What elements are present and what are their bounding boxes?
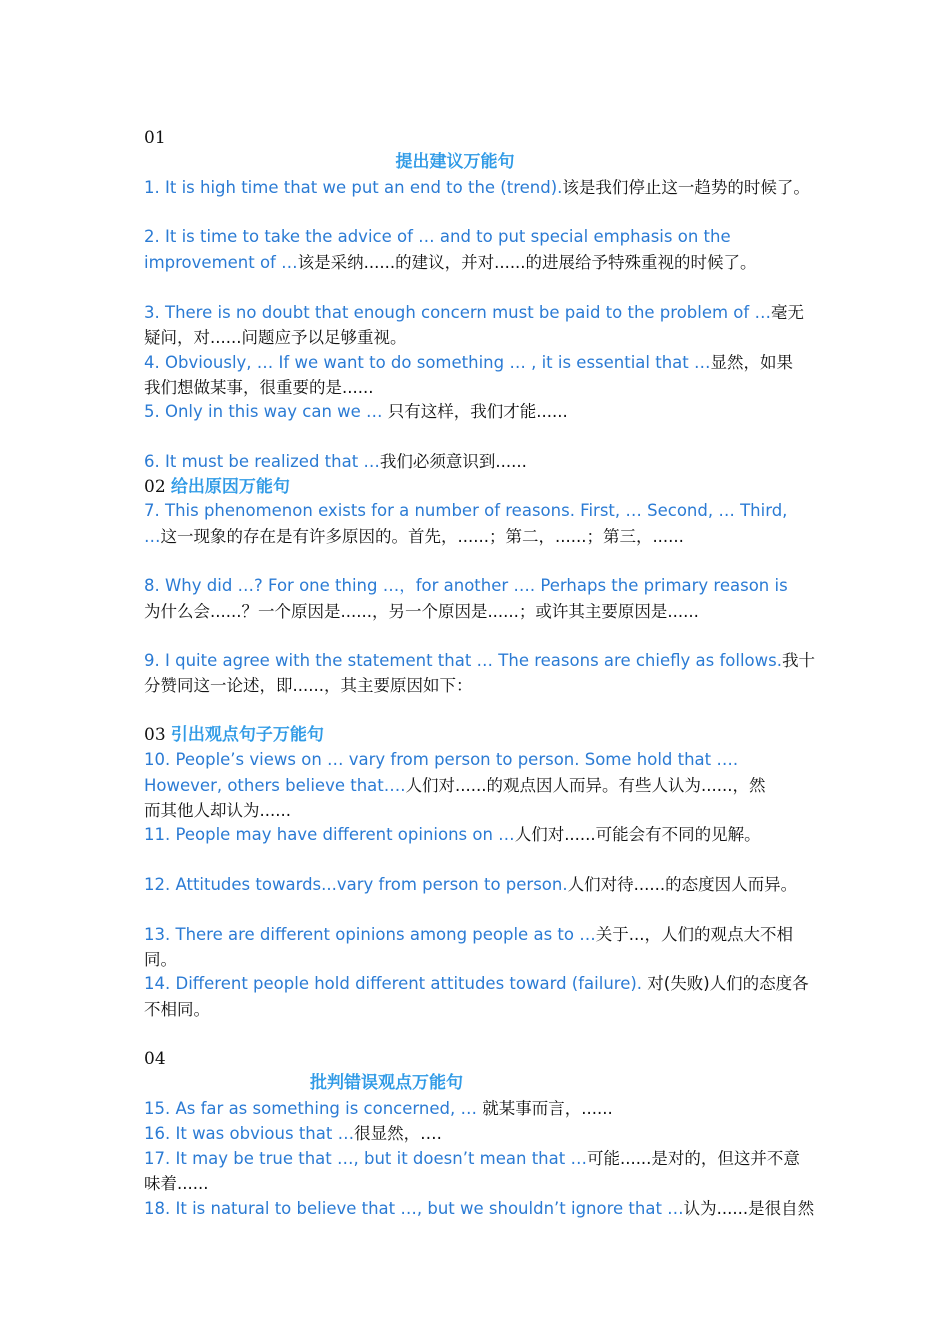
list-item-9-cont: 分赞同这一论述，即......，其主要原因如下： (144, 676, 473, 695)
list-item-4-cont: 我们想做某事，很重要的是...... (144, 378, 374, 397)
list-item-5: 5. Only in this way can we … 只有这样，我们才能...... (144, 402, 568, 421)
list-item-10-cont2: 而其他人却认为...... (144, 801, 291, 820)
list-item-6: 6. It must be realized that …我们必须意识到...... (144, 452, 527, 471)
list-item-2: 2. It is time to take the advice of … and to put special emphasis on the (144, 227, 731, 246)
section-number-02: 02 (144, 477, 166, 497)
list-item-9: 9. I quite agree with the statement that … The reasons are chiefly as follows.我十 (144, 651, 815, 670)
section-title-reasons: 给出原因万能句 (170, 477, 290, 497)
list-item-13: 13. There are different opinions among people as to …关于...，人们的观点大不相 (144, 925, 793, 944)
section-number-04: 04 (144, 1049, 166, 1069)
list-item-3: 3. There is no doubt that enough concern must be paid to the problem of …毫无 (144, 303, 804, 322)
section-number-03: 03 (144, 725, 166, 745)
list-item-17: 17. It may be true that …, but it doesn’t mean that …可能......是对的，但这并不意 (144, 1149, 800, 1168)
list-item-13-cont: 同。 (144, 950, 177, 969)
list-item-17-cont: 味着...... (144, 1174, 209, 1193)
list-item-7-cont: …这一现象的存在是有许多原因的。首先，......；第二，......；第三，...... (144, 527, 684, 546)
list-item-12: 12. Attitudes towards...vary from person to person.人们对待......的态度因人而异。 (144, 875, 798, 894)
list-item-7: 7. This phenomenon exists for a number of reasons. First, … Second, … Third, (144, 501, 788, 520)
list-item-10-cont: However, others believe that….人们对......的观点因人而异。有些人认为......，然 (144, 776, 766, 795)
list-item-4: 4. Obviously, … If we want to do something … , it is essential that …显然，如果 (144, 353, 794, 372)
list-item-10: 10. People’s views on … vary from person to person. Some hold that …. (144, 750, 739, 769)
list-item-1: 1. It is high time that we put an end to the (trend).该是我们停止这一趋势的时候了。 (144, 178, 810, 197)
list-item-16: 16. It was obvious that …很显然，…. (144, 1124, 442, 1143)
list-item-11: 11. People may have different opinions on …人们对......可能会有不同的见解。 (144, 825, 761, 844)
section-number-01: 01 (144, 128, 166, 148)
section-heading-03 (144, 722, 814, 748)
list-item-8: 8. Why did …? For one thing …，for another …. Perhaps the primary reason is (144, 576, 788, 595)
list-item-18: 18. It is natural to believe that …, but we shouldn’t ignore that …认为......是很自然 (144, 1199, 815, 1218)
section-title-criticism: 批判错误观点万能句 (310, 1073, 463, 1093)
list-item-14-cont: 不相同。 (144, 1000, 210, 1019)
list-item-15: 15. As far as something is concerned, … 就某事而言，...... (144, 1099, 613, 1118)
section-title-viewpoints: 引出观点句子万能句 (170, 725, 324, 745)
list-item-3-cont: 疑问，对......问题应予以足够重视。 (144, 328, 407, 347)
section-heading-02 (144, 474, 814, 500)
list-item-2-cont: improvement of …该是采纳......的建议，并对......的进展给予特殊重视的时候了。 (144, 253, 757, 272)
list-item-14: 14. Different people hold different attitudes toward (failure). 对(失败)人们的态度各 (144, 974, 809, 993)
list-item-8-cont: 为什么会......？一个原因是......，另一个原因是......；或许其主要原因是...... (144, 602, 699, 621)
section-title-suggestions: 提出建议万能句 (395, 152, 515, 172)
